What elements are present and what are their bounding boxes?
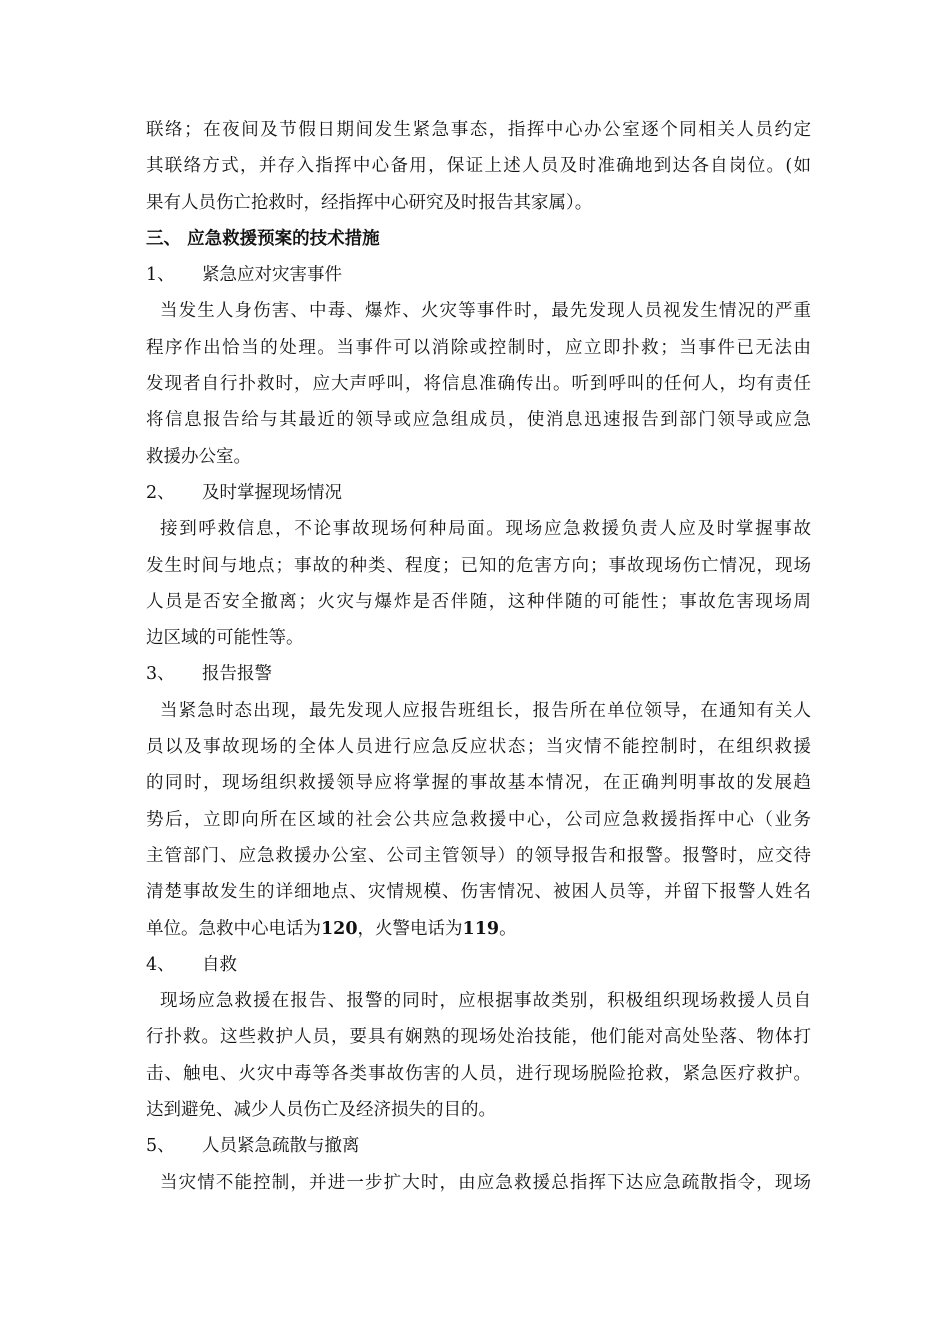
paragraph-line: 人员是否安全撤离；火灾与爆炸是否伴随，这种伴随的可能性；事故危害现场周: [146, 591, 811, 612]
item-number: 2、: [146, 482, 175, 503]
item-number: 3、: [146, 664, 175, 685]
paragraph-line: 边区域的可能性等。: [146, 628, 304, 649]
paragraph-line: 员以及事故现场的全体人员进行应急反应状态；当灾情不能控制时，在组织救援: [146, 737, 811, 758]
phone-text: 。: [499, 918, 517, 939]
paragraph-line: 行扑救。这些救护人员，要具有娴熟的现场处治技能，他们能对高处坠落、物体打: [146, 1027, 811, 1048]
phone-text: ，火警电话为: [357, 918, 463, 939]
paragraph-line: 救援办公室。: [146, 446, 251, 467]
paragraph-line: 当灾情不能控制，并进一步扩大时，由应急救援总指挥下达应急疏散指令，现场: [160, 1172, 811, 1193]
paragraph-line: 发现者自行扑救时，应大声呼叫，将信息准确传出。听到呼叫的任何人，均有责任: [146, 374, 811, 395]
paragraph-line: [146, 911, 811, 947]
item-title: 紧急应对灾害事件: [202, 265, 342, 286]
paragraph-line: 清楚事故发生的详细地点、灾情规模、伤害情况、被困人员等，并留下报警人姓名: [146, 882, 811, 903]
item-number: 1、: [146, 265, 175, 286]
paragraph-line: 的同时，现场组织救援领导应将掌握的事故基本情况，在正确判明事故的发展趋: [146, 773, 811, 794]
item-title: 自救: [202, 954, 237, 975]
item-heading: [146, 475, 811, 511]
intro-line: 果有人员伤亡抢救时，经指挥中心研究及时报告其家属）。: [146, 192, 593, 213]
paragraph-line: 达到避免、减少人员伤亡及经济损失的目的。: [146, 1100, 496, 1121]
item-number: 5、: [146, 1136, 175, 1157]
paragraph-line: 主管部门、应急救援办公室、公司主管领导）的领导报告和报警。报警时，应交待: [146, 845, 811, 866]
section-title: 三、 应急救援预案的技术措施: [146, 228, 380, 249]
item-heading: [146, 257, 811, 293]
paragraph-line: 击、触电、火灾中毒等各类事故伤害的人员，进行现场脱险抢救，紧急医疗救护。: [146, 1063, 811, 1084]
item-title: 及时掌握现场情况: [202, 482, 342, 503]
paragraph-line: 程序作出恰当的处理。当事件可以消除或控制时，应立即扑救；当事件已无法由: [146, 337, 811, 358]
item-title: 人员紧急疏散与撤离: [202, 1136, 360, 1157]
item-heading: [146, 656, 811, 692]
paragraph-line: 发生时间与地点；事故的种类、程度；已知的危害方向；事故现场伤亡情况，现场: [146, 555, 811, 576]
item-title: 报告报警: [202, 664, 272, 685]
item-heading: [146, 947, 811, 983]
document-body: [146, 112, 811, 1201]
intro-line: 联络；在夜间及节假日期间发生紧急事态，指挥中心办公室逐个同相关人员约定: [146, 120, 811, 140]
phone-text: 单位。急救中心电话为: [146, 918, 321, 939]
paragraph-line: 当发生人身伤害、中毒、爆炸、火灾等事件时，最先发现人员视发生情况的严重: [160, 301, 811, 322]
paragraph-line: 将信息报告给与其最近的领导或应急组成员，使消息迅速报告到部门领导或应急: [146, 410, 811, 431]
item-number: 4、: [146, 954, 175, 975]
paragraph-line: 势后，立即向所在区域的社会公共应急救援中心，公司应急救援指挥中心（业务: [146, 809, 811, 830]
emergency-number: 120: [321, 918, 358, 939]
fire-number: 119: [462, 918, 500, 939]
intro-line: 其联络方式，并存入指挥中心备用，保证上述人员及时准确地到达各自岗位。(如: [146, 156, 811, 177]
paragraph-line: 当紧急时态出现，最先发现人应报告班组长，报告所在单位领导，在通知有关人: [160, 700, 811, 721]
paragraph-line: 现场应急救援在报告、报警的同时，应根据事故类别，积极组织现场救援人员自: [160, 991, 811, 1012]
item-heading: [146, 1128, 811, 1164]
paragraph-line: 接到呼救信息，不论事故现场何种局面。现场应急救援负责人应及时掌握事故: [160, 519, 811, 540]
